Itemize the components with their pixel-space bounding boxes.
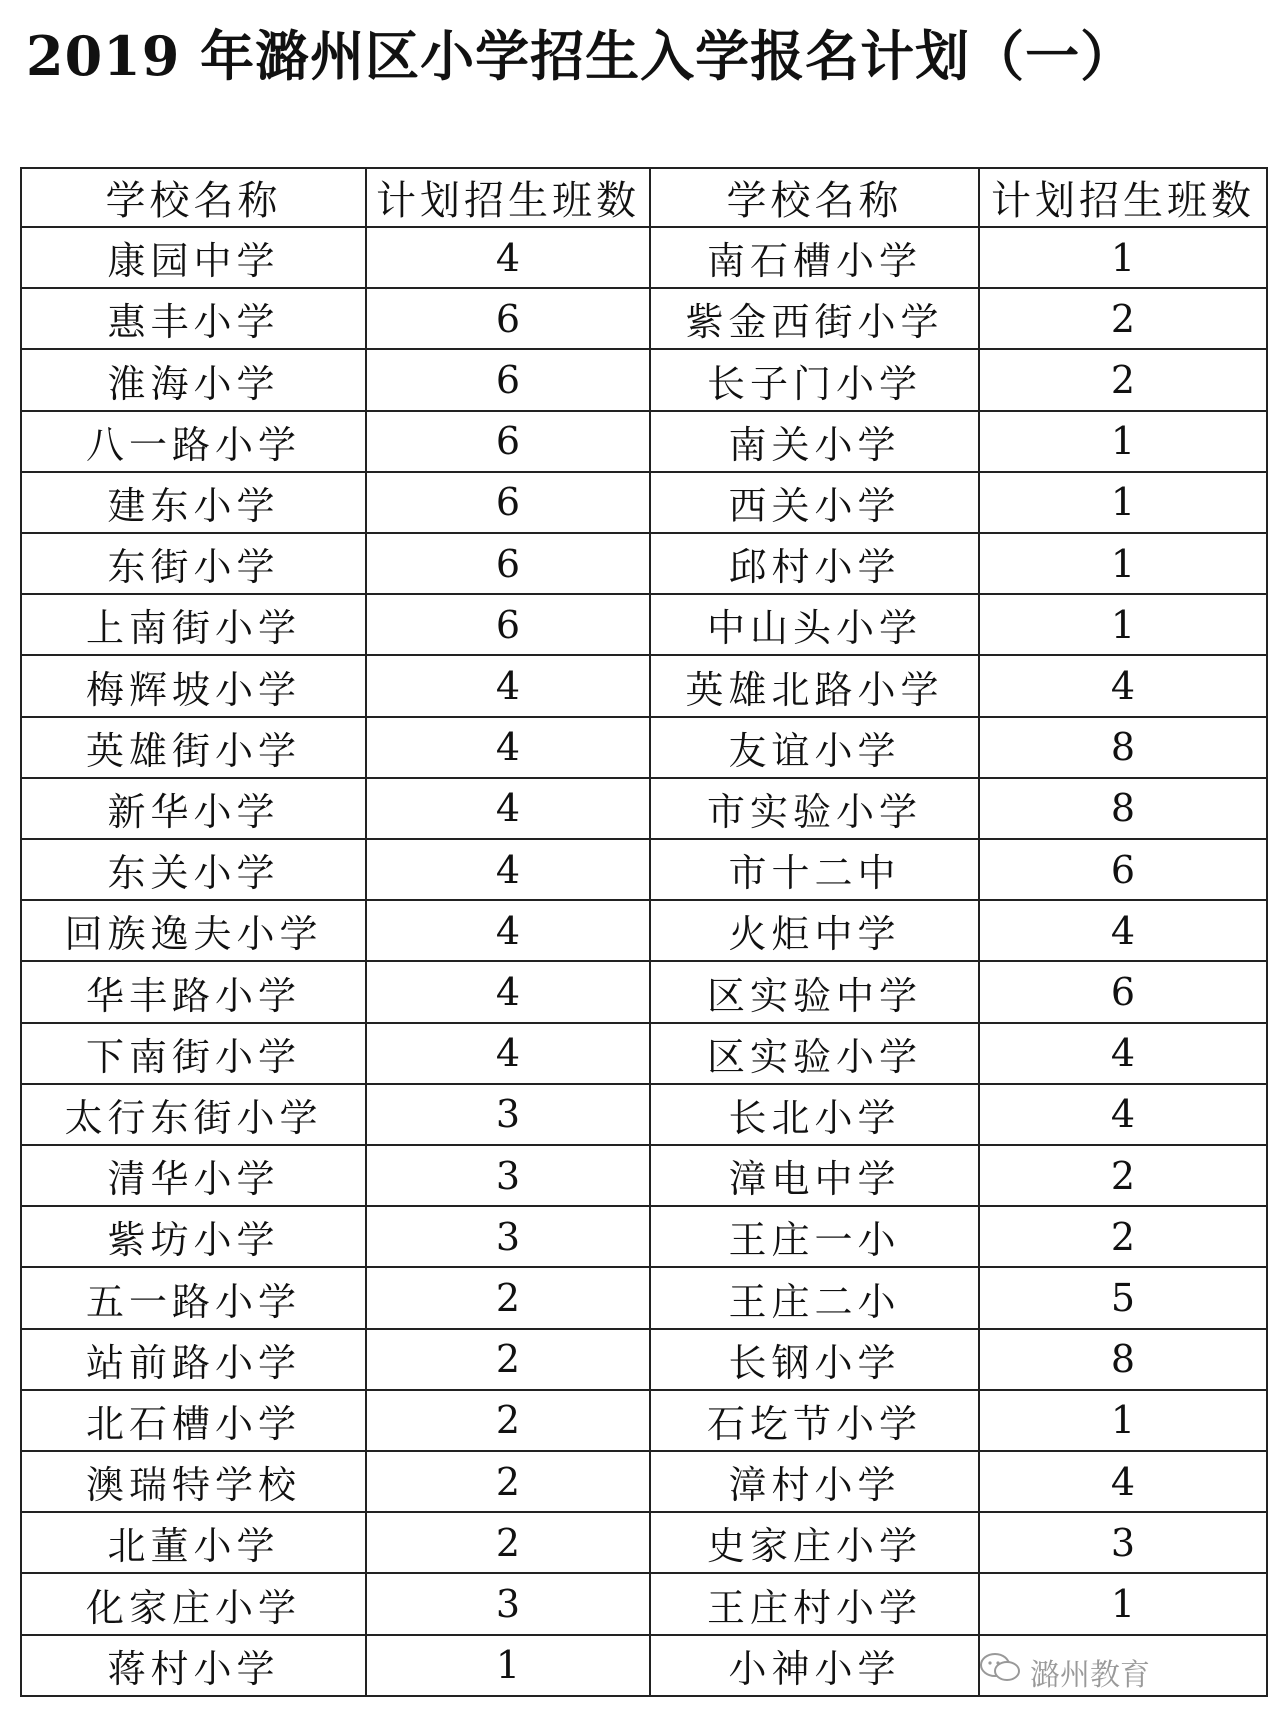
class-count-cell: 8 [979,778,1267,839]
table-row [21,1451,1267,1512]
school-name-cell: 惠丰小学 [21,288,366,349]
class-count-cell: 2 [366,1390,650,1451]
school-name-cell: 澳瑞特学校 [21,1451,366,1512]
class-count-cell: 2 [979,288,1267,349]
school-name-cell: 建东小学 [21,472,366,533]
table-row [21,227,1267,288]
school-name-cell: 太行东街小学 [21,1084,366,1145]
class-count-cell: 3 [366,1573,650,1634]
class-count-cell: 6 [366,533,650,594]
class-count-cell: 4 [979,655,1267,716]
school-name-cell: 下南街小学 [21,1023,366,1084]
class-count-cell: 6 [366,594,650,655]
enrollment-plan-table [20,167,1268,1697]
table-row [21,1512,1267,1573]
school-name-cell: 王庄二小 [650,1267,979,1328]
class-count-cell: 6 [366,472,650,533]
school-name-cell: 长子门小学 [650,349,979,410]
class-count-cell: 1 [979,411,1267,472]
header-class-count: 计划招生班数 [979,168,1267,227]
school-name-cell: 市十二中 [650,839,979,900]
school-name-cell: 王庄村小学 [650,1573,979,1634]
class-count-cell: 6 [366,288,650,349]
class-count-cell: 2 [366,1329,650,1390]
table-row [21,778,1267,839]
table-row [21,961,1267,1022]
school-name-cell: 小神小学 [650,1635,979,1696]
class-count-cell: 6 [979,961,1267,1022]
class-count-cell: 4 [979,1023,1267,1084]
school-name-cell: 梅辉坡小学 [21,655,366,716]
class-count-cell: 1 [979,1573,1267,1634]
class-count-cell: 2 [366,1512,650,1573]
school-name-cell: 清华小学 [21,1145,366,1206]
class-count-cell: 3 [366,1206,650,1267]
table-row [21,1084,1267,1145]
class-count-cell: 5 [979,1267,1267,1328]
school-name-cell: 南关小学 [650,411,979,472]
school-name-cell: 西关小学 [650,472,979,533]
class-count-cell: 3 [366,1084,650,1145]
class-count-cell: 4 [366,900,650,961]
table-row [21,1573,1267,1634]
class-count-cell: 4 [979,1451,1267,1512]
watermark-text: 潞州教育 [1030,1658,1150,1693]
table-row [21,1145,1267,1206]
class-count-cell: 8 [979,717,1267,778]
table-row [21,717,1267,778]
school-name-cell: 王庄一小 [650,1206,979,1267]
school-name-cell: 长北小学 [650,1084,979,1145]
class-count-cell [979,1635,1267,1696]
header-class-count: 计划招生班数 [366,168,650,227]
school-name-cell: 北董小学 [21,1512,366,1573]
table-row [21,472,1267,533]
table-row [21,1206,1267,1267]
school-name-cell: 回族逸夫小学 [21,900,366,961]
class-count-cell: 4 [366,839,650,900]
school-name-cell: 石圪节小学 [650,1390,979,1451]
school-name-cell: 漳村小学 [650,1451,979,1512]
school-name-cell: 八一路小学 [21,411,366,472]
school-name-cell: 东街小学 [21,533,366,594]
class-count-cell: 4 [979,1084,1267,1145]
school-name-cell: 友谊小学 [650,717,979,778]
class-count-cell: 4 [366,1023,650,1084]
table-row [21,411,1267,472]
school-name-cell: 北石槽小学 [21,1390,366,1451]
table-row [21,349,1267,410]
class-count-cell: 1 [979,472,1267,533]
table-row [21,1267,1267,1328]
school-name-cell: 华丰路小学 [21,961,366,1022]
class-count-cell: 6 [366,411,650,472]
table-row [21,900,1267,961]
class-count-cell: 1 [366,1635,650,1696]
school-name-cell: 史家庄小学 [650,1512,979,1573]
class-count-cell: 6 [979,839,1267,900]
header-school-name: 学校名称 [21,168,366,227]
school-name-cell: 英雄街小学 [21,717,366,778]
school-name-cell: 火炬中学 [650,900,979,961]
school-name-cell: 蒋村小学 [21,1635,366,1696]
school-name-cell: 五一路小学 [21,1267,366,1328]
class-count-cell: 8 [979,1329,1267,1390]
school-name-cell: 新华小学 [21,778,366,839]
table-row [21,1329,1267,1390]
school-name-cell: 南石槽小学 [650,227,979,288]
school-name-cell: 上南街小学 [21,594,366,655]
table-row [21,1023,1267,1084]
class-count-cell: 1 [979,227,1267,288]
school-name-cell: 淮海小学 [21,349,366,410]
table-row [21,533,1267,594]
school-name-cell: 站前路小学 [21,1329,366,1390]
school-name-cell: 长钢小学 [650,1329,979,1390]
table-row [21,594,1267,655]
school-name-cell: 区实验小学 [650,1023,979,1084]
school-name-cell: 紫坊小学 [21,1206,366,1267]
class-count-cell: 3 [979,1512,1267,1573]
class-count-cell: 4 [366,227,650,288]
school-name-cell: 康园中学 [21,227,366,288]
school-name-cell: 紫金西街小学 [650,288,979,349]
class-count-cell: 4 [366,717,650,778]
class-count-cell: 1 [979,594,1267,655]
class-count-cell: 4 [366,778,650,839]
school-name-cell: 区实验中学 [650,961,979,1022]
table-row [21,1635,1267,1696]
school-name-cell: 市实验小学 [650,778,979,839]
header-school-name: 学校名称 [650,168,979,227]
school-name-cell: 化家庄小学 [21,1573,366,1634]
table-body [21,227,1267,1696]
class-count-cell: 2 [979,349,1267,410]
school-name-cell: 中山头小学 [650,594,979,655]
table-row [21,839,1267,900]
page-title: 2019 年潞州区小学招生入学报名计划（一） [26,24,1136,88]
class-count-cell: 4 [366,961,650,1022]
class-count-cell: 2 [979,1206,1267,1267]
table-row [21,1390,1267,1451]
school-name-cell: 漳电中学 [650,1145,979,1206]
school-name-cell: 邱村小学 [650,533,979,594]
table-row [21,655,1267,716]
class-count-cell: 6 [366,349,650,410]
school-name-cell: 东关小学 [21,839,366,900]
class-count-cell: 2 [366,1451,650,1512]
school-name-cell: 英雄北路小学 [650,655,979,716]
class-count-cell: 1 [979,1390,1267,1451]
class-count-cell: 4 [979,900,1267,961]
table-row [21,288,1267,349]
class-count-cell: 2 [366,1267,650,1328]
class-count-cell: 3 [366,1145,650,1206]
table-header-row [21,168,1267,227]
class-count-cell: 2 [979,1145,1267,1206]
class-count-cell: 4 [366,655,650,716]
class-count-cell: 1 [979,533,1267,594]
